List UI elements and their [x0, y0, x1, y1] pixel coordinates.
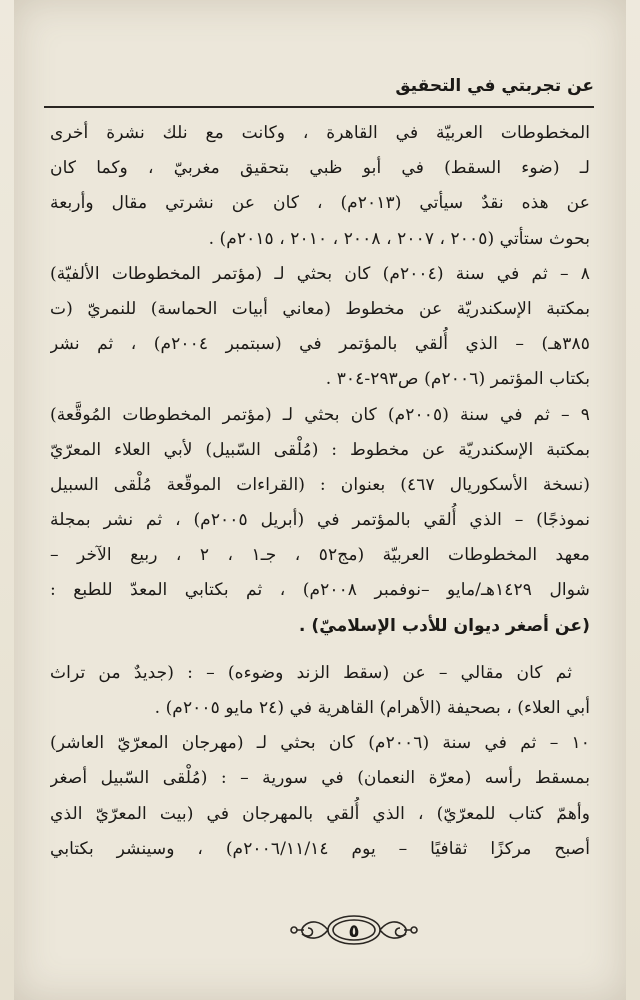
text-line: لـ (ضوء السقط) في أبو ظبي بتحقيق مغربيّ ، وكما كان	[50, 158, 590, 179]
text-line: ٣٨٥هـ) – الذي أُلقي بالمؤتمر في (سبتمبر ٢٠٠٤م) ، ثم نشر	[50, 334, 590, 355]
text-line: بحوث ستأتي (٢٠٠٥ ، ٢٠٠٧ ، ٢٠٠٨ ، ٢٠١٠ ، ٢٠١٥م) .	[208, 228, 590, 249]
text-line: نموذجًا) – الذي أُلقي بالمؤتمر في (أبريل ٢٠٠٥م) ، ثم نشر بمجلة	[50, 510, 590, 531]
book-page	[14, 0, 626, 1000]
body-text	[50, 116, 590, 867]
page-number: ٥	[348, 921, 360, 942]
text-line: بمسقط رأسه (معرّة النعمان) في سورية – : (مُلْقى السّبيل أصغر	[50, 768, 590, 789]
text-line: بكتاب المؤتمر (٢٠٠٦م) ص٢٩٣-٣٠٤ .	[325, 369, 590, 390]
running-head-title: عن تجربتي في التحقيق	[395, 76, 594, 96]
text-line: ٨ – ثم في سنة (٢٠٠٤م) كان بحثي لـ (مؤتمر المخطوطات الألفيّة)	[50, 263, 590, 284]
text-line: أصبح مركزًا ثقافيًا – يوم ٢٠٠٦/١١/١٤م) ، وسينشر بكتابي	[50, 838, 590, 859]
text-line: وأهمّ كتاب للمعرّيّ) ، الذي أُلقي بالمهرجان في (بيت المعرّيّ الذي	[50, 803, 590, 824]
text-line: بمكتبة الإسكندريّة عن مخطوط : (مُلْقى السّبيل) لأبي العلاء المعرّيّ	[50, 439, 590, 460]
paragraph-gap	[50, 644, 590, 656]
text-line: ٩ – ثم في سنة (٢٠٠٥م) كان بحثي لـ (مؤتمر المخطوطات المُوقَّعة)	[50, 404, 590, 425]
text-line: ١٠ – ثم في سنة (٢٠٠٦م) كان بحثي لـ (مهرجان المعرّيّ العاشر)	[50, 733, 590, 754]
text-line: ثم كان مقالي – عن (سقط الزند وضوءه) – : (جديدٌ من تراث	[50, 662, 572, 683]
text-line: المخطوطات العربيّة في القاهرة ، وكانت مع نلك نشرة أخرى	[50, 123, 590, 143]
text-line: بمكتبة الإسكندريّة عن مخطوط (معاني أبيات الحماسة) للنمريّ (ت	[50, 298, 590, 319]
text-line: شوال ١٤٢٩هـ/مايو –نوفمبر ٢٠٠٨م) ، ثم بكتابي المعدّ للطبع :	[50, 580, 590, 601]
text-line: عن هذه نقدٌ سيأتي (٢٠١٣م) ، كان عن نشرتي مقال وأربعة	[50, 193, 590, 214]
text-line: (نسخة الأسكوريال ٤٦٧) بعنوان : (القراءات الموقّعة مُلْقى السبيل	[50, 474, 590, 495]
text-line: أبي العلاء) ، بصحيفة (الأهرام) القاهرية في (٢٤ مايو ٢٠٠٥م) .	[154, 698, 590, 718]
running-header	[44, 72, 594, 108]
text-line: (عن أصغر ديوان للأدب الإسلاميّ) .	[298, 615, 590, 636]
text-line: معهد المخطوطات العربيّة (مج٥٢ ، جـ١ ، ٢ ، ربيع الآخر –	[50, 545, 590, 566]
